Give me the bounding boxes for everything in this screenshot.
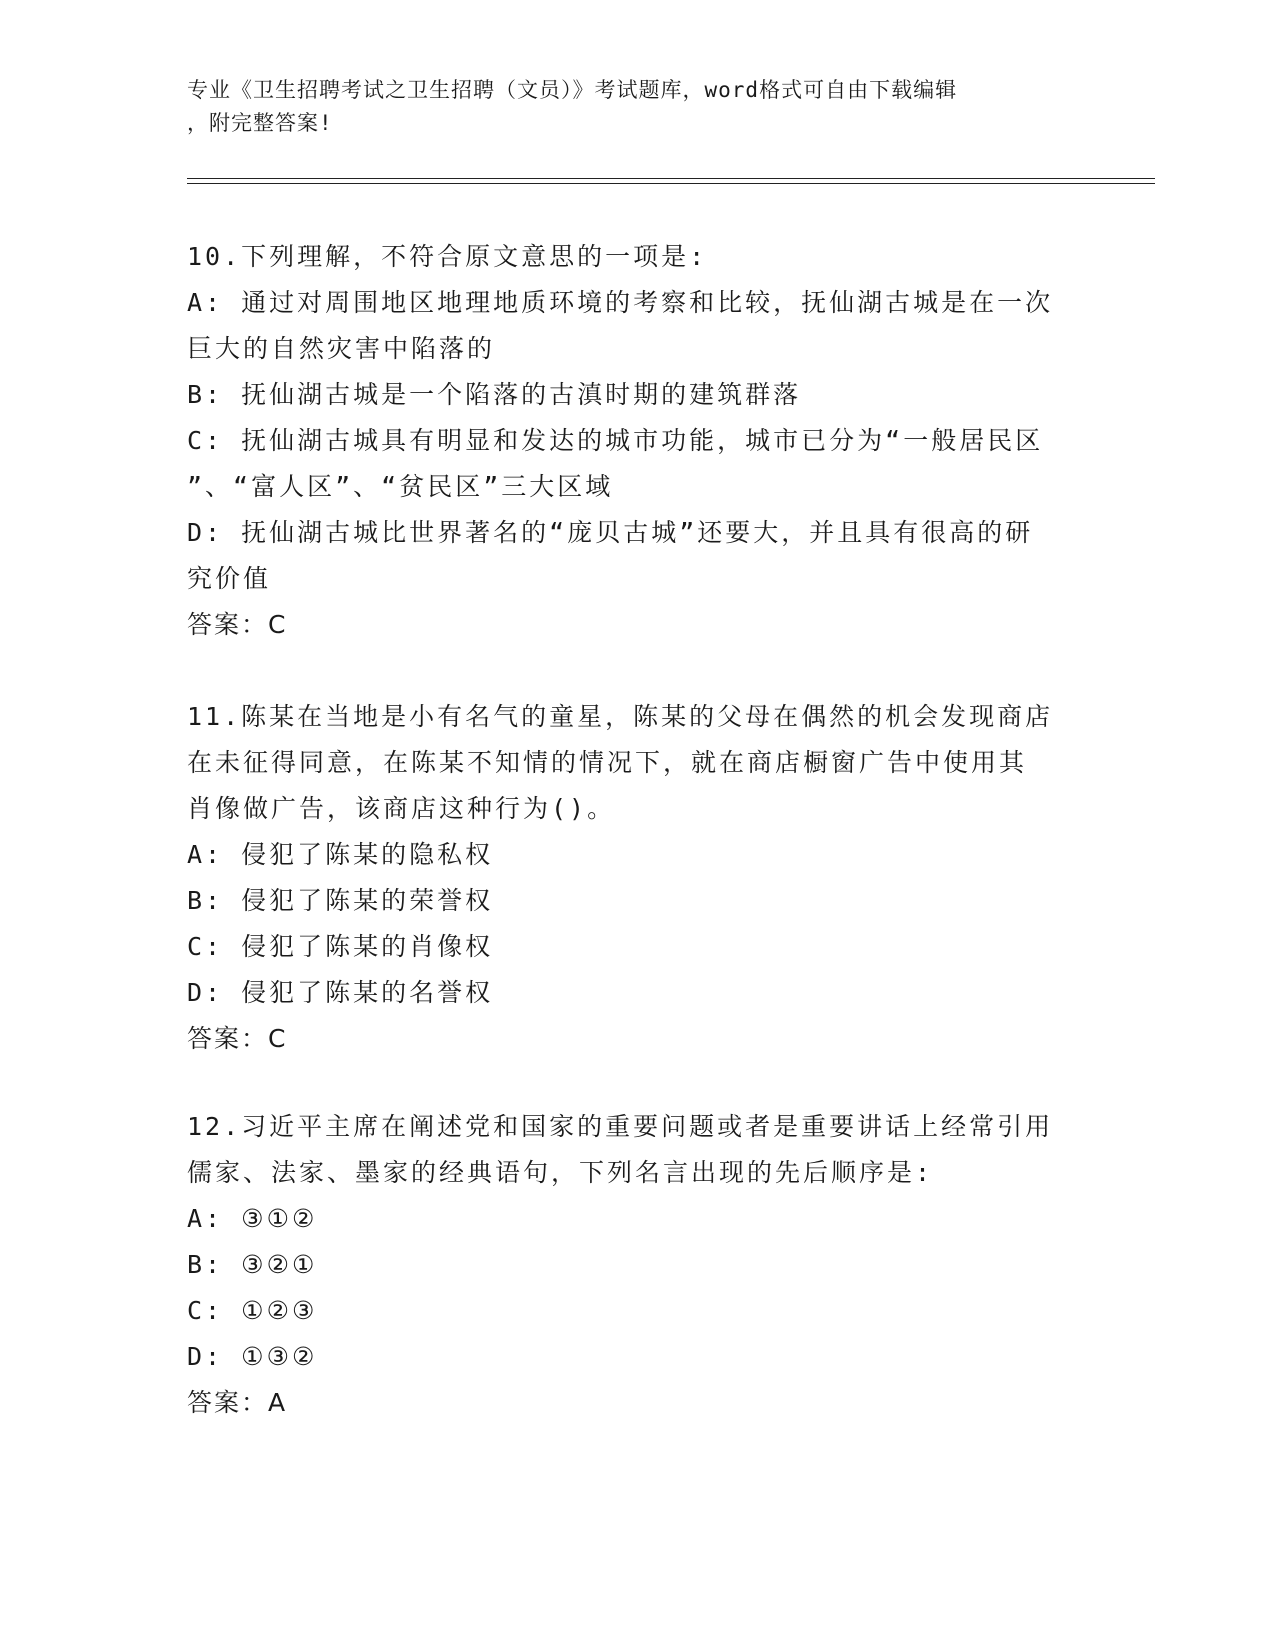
header-divider-top xyxy=(187,178,1155,179)
option-b: B: ③②① xyxy=(187,1250,318,1279)
option-d: D: 侵犯了陈某的名誉权 xyxy=(187,978,494,1007)
question-stem: 12.习近平主席在阐述党和国家的重要问题或者是重要讲话上经常引用 xyxy=(187,1112,1054,1141)
page-header xyxy=(187,74,1067,140)
option-c: C: 侵犯了陈某的肖像权 xyxy=(187,932,494,961)
option-a: A: ③①② xyxy=(187,1204,318,1233)
answer: 答案：C xyxy=(187,1024,288,1053)
question-stem-cont: 在未征得同意，在陈某不知情的情况下，就在商店橱窗广告中使用其 xyxy=(187,748,1028,777)
answer: 答案：C xyxy=(187,610,288,639)
option-d: D: ①③② xyxy=(187,1342,318,1371)
question-stem-cont: 儒家、法家、墨家的经典语句，下列名言出现的先后顺序是: xyxy=(187,1158,934,1187)
answer: 答案：A xyxy=(187,1388,288,1417)
question-stem-cont: 肖像做广告，该商店这种行为()。 xyxy=(187,794,616,823)
option-d: D: 抚仙湖古城比世界著名的“庞贝古城”还要大，并且具有很高的研 xyxy=(187,518,1034,547)
question-stem: 11.陈某在当地是小有名气的童星，陈某的父母在偶然的机会发现商店 xyxy=(187,702,1054,731)
question-stem: 10.下列理解，不符合原文意思的一项是: xyxy=(187,242,708,271)
option-d-cont: 究价值 xyxy=(187,564,272,593)
option-a: A: 侵犯了陈某的隐私权 xyxy=(187,840,494,869)
header-line-2: ，附完整答案! xyxy=(187,111,333,135)
question-12 xyxy=(187,1104,1087,1426)
option-b: B: 抚仙湖古城是一个陷落的古滇时期的建筑群落 xyxy=(187,380,802,409)
header-divider-bottom xyxy=(187,183,1155,184)
question-11 xyxy=(187,694,1087,1062)
option-b: B: 侵犯了陈某的荣誉权 xyxy=(187,886,494,915)
option-c: C: ①②③ xyxy=(187,1296,318,1325)
option-c-cont: ”、“富人区”、“贫民区”三大区域 xyxy=(187,472,614,501)
header-line-1: 专业《卫生招聘考试之卫生招聘（文员）》考试题库，word格式可自由下载编辑 xyxy=(187,78,958,102)
question-10 xyxy=(187,234,1087,648)
option-a: A: 通过对周围地区地理地质环境的考察和比较，抚仙湖古城是在一次 xyxy=(187,288,1054,317)
option-a-cont: 巨大的自然灾害中陷落的 xyxy=(187,334,496,363)
option-c: C: 抚仙湖古城具有明显和发达的城市功能，城市已分为“一般居民区 xyxy=(187,426,1044,455)
